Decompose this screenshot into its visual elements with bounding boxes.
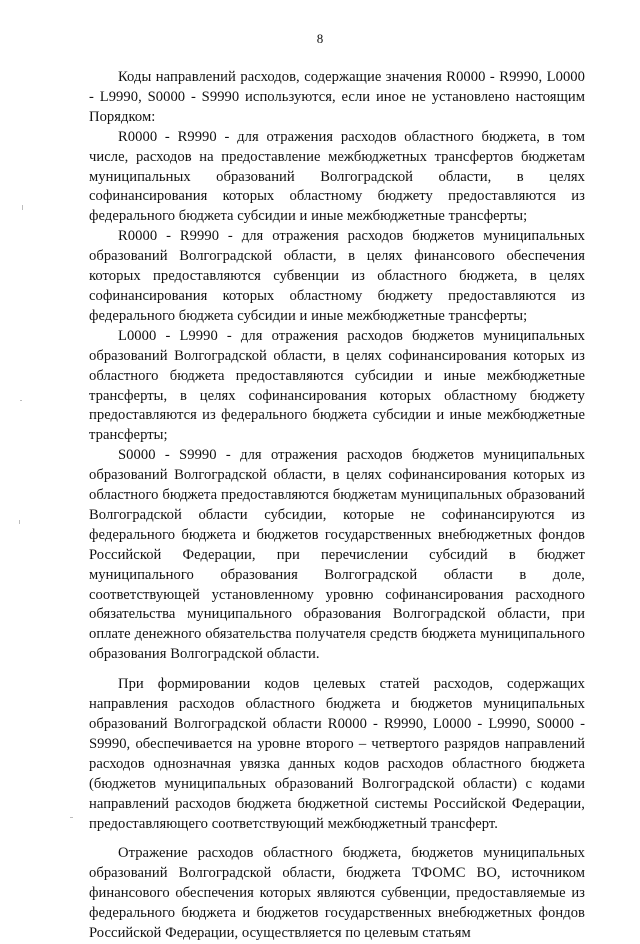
paragraph-r-regional-budget: R0000 - R9990 - для отражения расходов областного бюджета, в том числе, расходов на предоставление межбюджетных трансфертов бюджетам муниципальных образований Волгоградской области, в целях софинансирования которых областному бюджету предоставляются из федерального бюджета субсидии и иные межбюджетные трансферты;	[89, 128, 585, 225]
paragraph-intro: Коды направлений расходов, содержащие значения R0000 - R9990, L0000 - L9990, S0000 - S9990 используются, если иное не установлено настоящим Порядком:	[89, 69, 585, 125]
scan-mark	[70, 817, 73, 818]
page-number: 8	[316, 31, 324, 46]
document-body	[89, 68, 585, 944]
paragraph-l-codes: L0000 - L9990 - для отражения расходов бюджетов муниципальных образований Волгоградской области, в целях софинансирования которых из областного бюджета предоставляются субсидии и иные межбюджетные трансферты, в целях софинансирования которых областному бюджету предоставляются из федерального бюджета субсидии и иные межбюджетные трансферты;	[89, 327, 585, 444]
scan-mark	[22, 205, 23, 210]
paragraph-code-formation: При формировании кодов целевых статей расходов, содержащих направления расходов областного бюджета и бюджетов муниципальных образований Волгоградской области R0000 - R9990, L0000 - L9990, S0000 - S9990, обеспечивается на уровне второго – четвертого разрядов направлений расходов однозначная увязка данных кодов расходов областного бюджета (бюджетов муниципальных образований Волгоградской области) с кодами направлений расходов бюджета бюджетной системы Российской Федерации, предоставляющего соответствующий межбюджетный трансферт.	[89, 676, 585, 832]
scan-mark	[20, 400, 22, 401]
paragraph-s-codes: S0000 - S9990 - для отражения расходов бюджетов муниципальных образований Волгоградской области, в целях софинансирования которых из областного бюджета предоставляются бюджетам муниципальных образований Волгоградской области субсидии, которые не софинансируются из федерального бюджета и бюджетов государственных внебюджетных фондов Российской Федерации, при перечислении субсидий в бюджет муниципального образования Волгоградской области в доле, соответствующей установленному уровню софинансирования расходного обязательства муниципального образования Волгоградской области, при оплате денежного обязательства получателя средств бюджета муниципального образования Волгоградской области.	[89, 447, 585, 663]
paragraph-subvention-reflection: Отражение расходов областного бюджета, бюджетов муниципальных образований Волгоградской области, бюджета ТФОМС ВО, источником финансового обеспечения которых являются субвенции, предоставляемые из федерального бюджета и бюджетов государственных внебюджетных фондов Российской Федерации, осуществляется по целевым статьям	[89, 845, 585, 942]
scan-mark	[19, 520, 20, 524]
paragraph-r-municipal-budgets: R0000 - R9990 - для отражения расходов бюджетов муниципальных образований Волгоградской области, в целях финансового обеспечения которых предоставляются субвенции из областного бюджета, в целях софинансирования которых областному бюджету предоставляются из федерального бюджета субсидии и иные межбюджетные трансферты;	[89, 228, 585, 324]
